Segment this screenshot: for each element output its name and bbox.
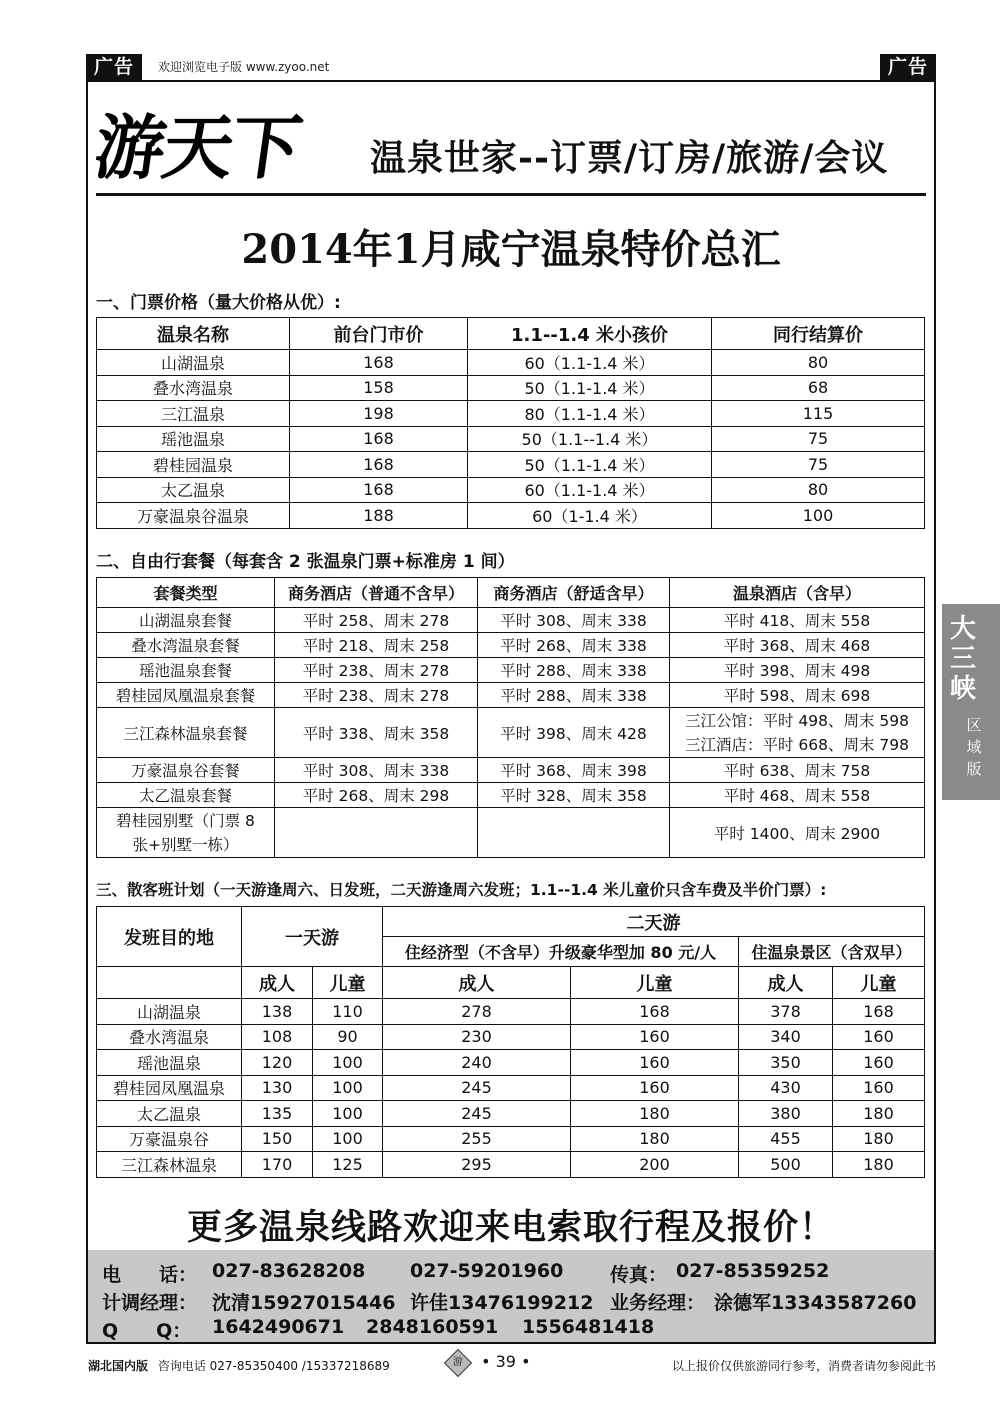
table-cell: 万豪温泉谷 bbox=[97, 1126, 242, 1152]
table-cell: 160 bbox=[571, 1024, 739, 1050]
table-cell: 160 bbox=[833, 1050, 925, 1076]
side-char: 版 bbox=[966, 760, 982, 778]
col-header: 儿童 bbox=[313, 967, 383, 999]
table-cell: 叠水湾温泉 bbox=[97, 1024, 242, 1050]
col-header: 成人 bbox=[242, 967, 313, 999]
table-header-row bbox=[97, 967, 925, 999]
table-cell: 278 bbox=[383, 999, 571, 1025]
col-header: 商务酒店（普通不含早） bbox=[275, 578, 478, 608]
col-header: 住温泉景区（含双早） bbox=[739, 937, 925, 967]
welcome-text: 欢迎浏览电子版 www.zyoo.net bbox=[158, 60, 330, 74]
cell-line: 三江公馆：平时 498、周末 598 bbox=[684, 711, 910, 730]
side-char: 大 bbox=[949, 614, 976, 644]
table-cell: 100 bbox=[712, 503, 925, 529]
table-cell: 230 bbox=[383, 1024, 571, 1050]
ticket-price-table bbox=[96, 317, 925, 529]
phone-number[interactable]: 027-59201960 bbox=[410, 1260, 564, 1282]
table-cell: 60（1.1-1.4 米） bbox=[468, 477, 712, 503]
table-cell: 500 bbox=[739, 1152, 833, 1178]
table-cell: 平时 258、周末 278 bbox=[275, 608, 478, 633]
contact-block bbox=[88, 1250, 934, 1342]
table-cell: 430 bbox=[739, 1075, 833, 1101]
side-char: 峡 bbox=[949, 674, 976, 704]
table-cell: 130 bbox=[242, 1075, 313, 1101]
table-cell: 350 bbox=[739, 1050, 833, 1076]
table-cell: 255 bbox=[383, 1126, 571, 1152]
page-title: 2014年1月咸宁温泉特价总汇 bbox=[241, 226, 781, 273]
table-cell: 平时 418、周末 558 bbox=[670, 608, 925, 633]
table-cell: 平时 288、周末 338 bbox=[478, 683, 670, 708]
table-row bbox=[97, 683, 925, 708]
table-cell: 115 bbox=[712, 401, 925, 427]
table-cell: 平时 338、周末 358 bbox=[275, 708, 478, 758]
table-header-row bbox=[97, 318, 925, 350]
table-cell: 平时 218、周末 258 bbox=[275, 633, 478, 658]
table-row bbox=[97, 426, 925, 452]
section-title-group-tours: 三、散客班计划（一天游逢周六、日发班，二天游逢周六发班；1.1--1.4 米儿童价只含车费及半价门票）: bbox=[96, 881, 827, 899]
table-cell: 295 bbox=[383, 1152, 571, 1178]
col-header-empty bbox=[97, 967, 242, 999]
table-cell bbox=[670, 708, 925, 758]
phone-number[interactable]: 027-83628208 bbox=[212, 1260, 366, 1282]
edition-label: 湖北国内版 bbox=[88, 1359, 149, 1373]
table-cell: 平时 368、周末 398 bbox=[478, 758, 670, 783]
table-header-row bbox=[97, 578, 925, 608]
table-cell: 60（1.1-1.4 米） bbox=[468, 350, 712, 376]
col-header: 二天游 bbox=[383, 907, 925, 937]
table-cell: 150 bbox=[242, 1126, 313, 1152]
table-cell: 碧桂园凤凰温泉 bbox=[97, 1075, 242, 1101]
table-row bbox=[97, 758, 925, 783]
table-cell bbox=[97, 808, 275, 858]
region-side-tab bbox=[942, 604, 1000, 800]
table-row bbox=[97, 1075, 925, 1101]
table-cell: 168 bbox=[290, 452, 468, 478]
section-title-tickets: 一、门票价格（量大价格从优）: bbox=[96, 293, 341, 313]
table-row bbox=[97, 608, 925, 633]
table-cell: 168 bbox=[290, 426, 468, 452]
col-header: 1.1--1.4 米小孩价 bbox=[468, 318, 712, 350]
table-row bbox=[97, 808, 925, 858]
ad-badge-right: 广告 bbox=[880, 54, 936, 80]
col-header: 成人 bbox=[739, 967, 833, 999]
manager-contact[interactable]: 沈清15927015446 bbox=[212, 1292, 396, 1314]
cell-line: 碧桂园别墅（门票 8 bbox=[116, 811, 255, 830]
col-header: 一天游 bbox=[242, 907, 383, 967]
table-cell: 太乙温泉 bbox=[97, 1101, 242, 1127]
package-table bbox=[96, 577, 925, 858]
page-dot: • bbox=[521, 1352, 531, 1371]
table-cell: 245 bbox=[383, 1075, 571, 1101]
footer-note: 以上报价仅供旅游同行参考，消费者请勿参阅此书 bbox=[671, 1359, 936, 1373]
col-header: 前台门市价 bbox=[290, 318, 468, 350]
table-row bbox=[97, 452, 925, 478]
table-row bbox=[97, 1152, 925, 1178]
table-cell: 三江森林温泉 bbox=[97, 1152, 242, 1178]
biz-manager-label: 业务经理： bbox=[610, 1292, 706, 1314]
table-cell: 碧桂园凤凰温泉套餐 bbox=[97, 683, 275, 708]
col-header: 商务酒店（舒适含早） bbox=[478, 578, 670, 608]
table-row bbox=[97, 503, 925, 529]
table-cell: 380 bbox=[739, 1101, 833, 1127]
table-cell: 碧桂园温泉 bbox=[97, 452, 290, 478]
table-cell: 198 bbox=[290, 401, 468, 427]
table-cell: 120 bbox=[242, 1050, 313, 1076]
table-cell: 100 bbox=[313, 1101, 383, 1127]
table-cell: 平时 238、周末 278 bbox=[275, 658, 478, 683]
emblem-char: 游 bbox=[453, 1356, 463, 1368]
table-cell: 75 bbox=[712, 426, 925, 452]
col-header: 发班目的地 bbox=[97, 907, 242, 967]
table-cell: 378 bbox=[739, 999, 833, 1025]
table-cell: 平时 468、周末 558 bbox=[670, 783, 925, 808]
side-tab-title bbox=[948, 614, 978, 704]
table-cell: 160 bbox=[571, 1075, 739, 1101]
cell-line: 三江酒店：平时 668、周末 798 bbox=[684, 735, 910, 754]
table-cell: 万豪温泉谷温泉 bbox=[97, 503, 290, 529]
table-cell: 160 bbox=[833, 1075, 925, 1101]
table-row bbox=[97, 1101, 925, 1127]
table-cell: 平时 308、周末 338 bbox=[478, 608, 670, 633]
table-cell: 188 bbox=[290, 503, 468, 529]
group-tour-table bbox=[96, 906, 925, 1178]
table-cell: 平时 328、周末 358 bbox=[478, 783, 670, 808]
table-row bbox=[97, 1024, 925, 1050]
table-cell: 瑶池温泉套餐 bbox=[97, 658, 275, 683]
table-cell: 245 bbox=[383, 1101, 571, 1127]
table-cell: 平时 268、周末 298 bbox=[275, 783, 478, 808]
table-cell: 瑶池温泉 bbox=[97, 1050, 242, 1076]
table-cell: 180 bbox=[571, 1101, 739, 1127]
table-cell: 平时 1400、周末 2900 bbox=[670, 808, 925, 858]
table-cell: 168 bbox=[833, 999, 925, 1025]
table-row bbox=[97, 783, 925, 808]
table-cell: 100 bbox=[313, 1126, 383, 1152]
side-tab-subtitle bbox=[956, 714, 992, 780]
table-cell: 170 bbox=[242, 1152, 313, 1178]
table-cell: 240 bbox=[383, 1050, 571, 1076]
table-cell: 100 bbox=[313, 1050, 383, 1076]
table-row bbox=[97, 375, 925, 401]
table-cell: 瑶池温泉 bbox=[97, 426, 290, 452]
table-cell: 125 bbox=[313, 1152, 383, 1178]
table-cell: 平时 368、周末 468 bbox=[670, 633, 925, 658]
table-cell: 平时 638、周末 758 bbox=[670, 758, 925, 783]
table-row bbox=[97, 633, 925, 658]
table-cell-empty bbox=[478, 808, 670, 858]
page-dot: • bbox=[481, 1352, 491, 1371]
table-cell: 180 bbox=[833, 1152, 925, 1178]
table-cell: 160 bbox=[833, 1024, 925, 1050]
fax-label: 传真： bbox=[610, 1264, 668, 1286]
table-cell: 160 bbox=[571, 1050, 739, 1076]
table-cell: 叠水湾温泉套餐 bbox=[97, 633, 275, 658]
col-header: 温泉酒店（含早） bbox=[670, 578, 925, 608]
table-row bbox=[97, 1126, 925, 1152]
table-cell: 110 bbox=[313, 999, 383, 1025]
page-number-area bbox=[448, 1352, 531, 1373]
col-header: 成人 bbox=[383, 967, 571, 999]
header-divider bbox=[96, 193, 926, 196]
table-cell: 80（1.1-1.4 米） bbox=[468, 401, 712, 427]
phone-label: 电 话： bbox=[102, 1264, 198, 1286]
call-to-action: 更多温泉线路欢迎来电索取行程及报价！ bbox=[186, 1207, 835, 1248]
table-cell: 75 bbox=[712, 452, 925, 478]
table-cell: 太乙温泉 bbox=[97, 477, 290, 503]
col-header: 儿童 bbox=[833, 967, 925, 999]
qq-number[interactable]: 2848160591 bbox=[366, 1316, 499, 1338]
col-header: 儿童 bbox=[571, 967, 739, 999]
table-cell: 60（1-1.4 米） bbox=[468, 503, 712, 529]
qq-label: Q Q： bbox=[102, 1320, 192, 1342]
table-cell: 山湖温泉 bbox=[97, 350, 290, 376]
table-cell: 180 bbox=[571, 1126, 739, 1152]
table-cell: 455 bbox=[739, 1126, 833, 1152]
side-char: 区 bbox=[966, 716, 982, 734]
table-cell: 168 bbox=[290, 350, 468, 376]
table-cell: 山湖温泉 bbox=[97, 999, 242, 1025]
fax-number[interactable]: 027-85359252 bbox=[676, 1260, 830, 1282]
table-row bbox=[97, 1050, 925, 1076]
table-cell: 平时 598、周末 698 bbox=[670, 683, 925, 708]
table-cell: 158 bbox=[290, 375, 468, 401]
ad-badge-left: 广告 bbox=[86, 54, 142, 80]
qq-number[interactable]: 1642490671 bbox=[212, 1316, 345, 1338]
side-char: 域 bbox=[966, 738, 982, 756]
table-cell: 68 bbox=[712, 375, 925, 401]
table-cell: 80 bbox=[712, 350, 925, 376]
table-cell: 叠水湾温泉 bbox=[97, 375, 290, 401]
table-cell: 138 bbox=[242, 999, 313, 1025]
table-cell: 平时 288、周末 338 bbox=[478, 658, 670, 683]
page-emblem-icon bbox=[444, 1348, 472, 1376]
footer-left bbox=[88, 1357, 390, 1374]
table-row bbox=[97, 401, 925, 427]
side-char: 三 bbox=[949, 644, 976, 674]
col-header: 住经济型（不含早）升级豪华型加 80 元/人 bbox=[383, 937, 739, 967]
page-number: 39 bbox=[495, 1352, 516, 1371]
table-cell: 50（1.1-1.4 米） bbox=[468, 375, 712, 401]
manager-contact[interactable]: 许佳13476199212 bbox=[410, 1292, 594, 1314]
col-header: 套餐类型 bbox=[97, 578, 275, 608]
cell-line: 张+别墅一栋） bbox=[132, 835, 239, 854]
table-row bbox=[97, 999, 925, 1025]
col-header: 同行结算价 bbox=[712, 318, 925, 350]
top-strip bbox=[86, 50, 936, 80]
table-cell: 50（1.1-1.4 米） bbox=[468, 452, 712, 478]
table-cell: 168 bbox=[290, 477, 468, 503]
table-cell: 50（1.1--1.4 米） bbox=[468, 426, 712, 452]
table-cell: 三江森林温泉套餐 bbox=[97, 708, 275, 758]
manager-label: 计调经理： bbox=[102, 1292, 198, 1314]
qq-number[interactable]: 1556481418 bbox=[522, 1316, 655, 1338]
table-cell: 万豪温泉谷套餐 bbox=[97, 758, 275, 783]
table-cell: 平时 268、周末 338 bbox=[478, 633, 670, 658]
table-cell: 平时 398、周末 428 bbox=[478, 708, 670, 758]
table-cell: 108 bbox=[242, 1024, 313, 1050]
table-cell: 135 bbox=[242, 1101, 313, 1127]
table-cell: 100 bbox=[313, 1075, 383, 1101]
table-cell: 168 bbox=[571, 999, 739, 1025]
hotline-text: 咨询电话 027-85350400 /15337218689 bbox=[157, 1359, 390, 1373]
table-cell: 太乙温泉套餐 bbox=[97, 783, 275, 808]
table-cell-empty bbox=[275, 808, 478, 858]
col-header: 温泉名称 bbox=[97, 318, 290, 350]
table-cell: 180 bbox=[833, 1126, 925, 1152]
brand-logo: 游天下 bbox=[89, 106, 306, 189]
table-cell: 三江温泉 bbox=[97, 401, 290, 427]
table-cell: 平时 308、周末 338 bbox=[275, 758, 478, 783]
table-row bbox=[97, 708, 925, 758]
table-row bbox=[97, 350, 925, 376]
table-row bbox=[97, 658, 925, 683]
table-cell: 80 bbox=[712, 477, 925, 503]
table-cell: 平时 238、周末 278 bbox=[275, 683, 478, 708]
table-cell: 340 bbox=[739, 1024, 833, 1050]
table-cell: 90 bbox=[313, 1024, 383, 1050]
table-row bbox=[97, 477, 925, 503]
section-title-packages: 二、自由行套餐（每套含 2 张温泉门票+标准房 1 间） bbox=[96, 552, 515, 572]
brand-slogan: 温泉世家--订票/订房/旅游/会议 bbox=[370, 137, 889, 179]
table-cell: 200 bbox=[571, 1152, 739, 1178]
table-cell: 180 bbox=[833, 1101, 925, 1127]
table-cell: 平时 398、周末 498 bbox=[670, 658, 925, 683]
table-header-row bbox=[97, 907, 925, 937]
table-cell: 山湖温泉套餐 bbox=[97, 608, 275, 633]
biz-manager-contact[interactable]: 涂德军13343587260 bbox=[714, 1292, 917, 1314]
